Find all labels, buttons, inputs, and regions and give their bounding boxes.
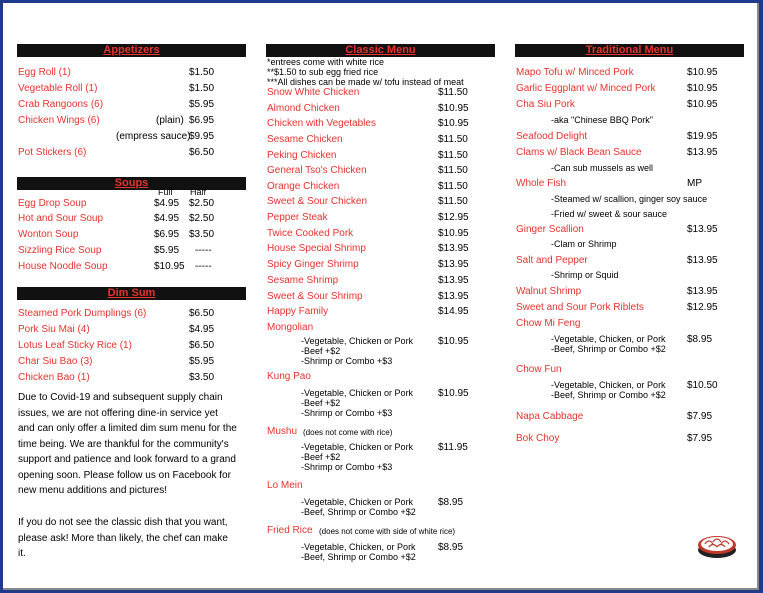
menu-option: -Beef +$2 bbox=[301, 452, 341, 462]
menu-item: Kung Pao bbox=[267, 371, 311, 382]
menu-item: Snow White Chicken bbox=[267, 87, 360, 98]
menu-item: Sizzling Rice Soup bbox=[18, 245, 102, 256]
menu-price: $13.95 bbox=[438, 259, 469, 270]
menu-option: -Beef, Shrimp or Combo +$2 bbox=[551, 390, 666, 400]
menu-item: Ginger Scallion bbox=[516, 224, 584, 235]
menu-item: Egg Roll (1) bbox=[18, 67, 71, 78]
menu-option: -Shrimp or Combo +$3 bbox=[301, 462, 393, 472]
menu-price: $1.50 bbox=[189, 67, 215, 78]
menu-item: Steamed Pork Dumplings (6) bbox=[18, 308, 147, 319]
menu-price: $5.95 bbox=[189, 99, 215, 110]
menu-price: $12.95 bbox=[687, 302, 718, 313]
menu-item: Garlic Eggplant w/ Minced Pork bbox=[516, 83, 656, 94]
menu-price: $6.50 bbox=[189, 308, 215, 319]
menu-price: $6.95 bbox=[189, 115, 215, 126]
menu-price: $13.95 bbox=[687, 147, 718, 158]
menu-item: Almond Chicken bbox=[267, 103, 340, 114]
menu-item: Lotus Leaf Sticky Rice (1) bbox=[18, 340, 132, 351]
traditional-header: Traditional Menu bbox=[515, 44, 744, 57]
menu-price: $13.95 bbox=[687, 286, 718, 297]
menu-option: -aka "Chinese BBQ Pork" bbox=[551, 115, 653, 125]
classic-header: Classic Menu bbox=[266, 44, 495, 57]
notice-line: it. bbox=[18, 548, 26, 559]
menu-price: $10.95 bbox=[687, 67, 718, 78]
menu-price: $6.50 bbox=[189, 340, 215, 351]
menu-item: Spicy Ginger Shrimp bbox=[267, 259, 359, 270]
menu-item: Crab Rangoons (6) bbox=[18, 99, 104, 110]
notice-line: time being. We are thankful for the community's bbox=[18, 438, 229, 450]
menu-price: $13.95 bbox=[438, 243, 469, 254]
menu-price: $10.95 bbox=[154, 261, 185, 272]
dimsum-header: Dim Sum bbox=[17, 287, 246, 300]
notice-line: opening soon. Please follow us on Facebook for bbox=[18, 469, 231, 481]
menu-price: $13.95 bbox=[438, 275, 469, 286]
menu-note: (plain) bbox=[156, 115, 184, 126]
soups-half-label: Half bbox=[190, 187, 207, 197]
menu-item: Mushu bbox=[267, 426, 298, 437]
menu-price: $11.50 bbox=[438, 150, 468, 161]
menu-price: $10.95 bbox=[438, 228, 469, 239]
menu-item: Happy Family bbox=[267, 306, 329, 317]
menu-price: $11.50 bbox=[438, 165, 468, 176]
notice-line: new menu additions and pictures! bbox=[18, 485, 167, 496]
menu-price: $3.50 bbox=[189, 372, 215, 383]
menu-option: -Can sub mussels as well bbox=[551, 163, 654, 173]
classic-note: **$1.50 to sub egg fried rice bbox=[267, 67, 379, 77]
menu-item: Chicken Wings (6) bbox=[18, 115, 100, 126]
menu-item: Walnut Shrimp bbox=[516, 286, 582, 297]
menu-price: $10.95 bbox=[438, 388, 469, 399]
appetizers-header: Appetizers bbox=[17, 44, 246, 57]
menu-price: $14.95 bbox=[438, 306, 469, 317]
menu-price: $4.95 bbox=[154, 198, 180, 209]
menu-option: -Beef, Shrimp or Combo +$2 bbox=[301, 552, 416, 562]
notice-line: Due to Covid-19 and subsequent supply chain bbox=[18, 392, 223, 403]
menu-option: -Beef, Shrimp or Combo +$2 bbox=[551, 344, 666, 354]
menu-price: $4.95 bbox=[154, 213, 180, 224]
menu-option: -Shrimp or Combo +$3 bbox=[301, 408, 393, 418]
notice-line: please ask! More than likely, the chef can make bbox=[18, 532, 228, 544]
menu-option: -Steamed w/ scallion, ginger soy sauce bbox=[551, 194, 708, 204]
menu-option: -Vegetable, Chicken or Pork bbox=[301, 497, 414, 507]
dumpling-steamer-icon bbox=[696, 531, 738, 559]
menu-item: Sesame Shrimp bbox=[267, 275, 339, 286]
menu-option: -Vegetable, Chicken, or Pork bbox=[551, 334, 666, 344]
menu-price: $8.95 bbox=[687, 334, 713, 345]
menu-note: (empress sauce) bbox=[116, 131, 191, 142]
soups-header: Soups bbox=[17, 177, 246, 190]
menu-price: $4.95 bbox=[189, 324, 215, 335]
menu-price: $10.95 bbox=[687, 99, 718, 110]
notice-line: If you do not see the classic dish that you want, bbox=[18, 517, 228, 528]
menu-item: Pork Siu Mai (4) bbox=[18, 324, 90, 335]
menu-item: Fried Rice bbox=[267, 525, 313, 536]
menu-option: -Beef, Shrimp or Combo +$2 bbox=[301, 507, 416, 517]
menu-price: MP bbox=[687, 178, 702, 189]
menu-item: Sweet & Sour Shrimp bbox=[267, 291, 363, 302]
soups-full-label: Full bbox=[158, 187, 173, 197]
menu-item: Whole Fish bbox=[516, 178, 567, 189]
notice-line: issues, we are not offering dine-in service yet bbox=[18, 407, 218, 419]
menu-item: Sweet & Sour Chicken bbox=[267, 196, 368, 207]
menu-option: -Beef +$2 bbox=[301, 398, 341, 408]
menu-price: $13.95 bbox=[687, 255, 718, 266]
menu-item: Chow Mi Feng bbox=[516, 318, 581, 329]
notice-line: support and patience and look forward to a grand bbox=[18, 454, 236, 465]
menu-option: -Beef +$2 bbox=[301, 346, 341, 356]
menu-item: Egg Drop Soup bbox=[18, 198, 87, 209]
classic-note: *entrees come with white rice bbox=[267, 57, 385, 67]
menu-option: -Fried w/ sweet & sour sauce bbox=[551, 209, 668, 219]
menu-price: $8.95 bbox=[438, 497, 464, 508]
menu-price: $6.50 bbox=[189, 147, 215, 158]
menu-item: Clams w/ Black Bean Sauce bbox=[516, 147, 642, 158]
menu-item: Napa Cabbage bbox=[516, 411, 584, 422]
menu-option: -Vegetable, Chicken or Pork bbox=[301, 336, 414, 346]
menu-item: Peking Chicken bbox=[267, 150, 337, 161]
menu-price: $10.95 bbox=[687, 83, 718, 94]
menu-price: $10.95 bbox=[438, 118, 469, 129]
menu-item: Chicken with Vegetables bbox=[267, 118, 376, 129]
menu-price: $11.50 bbox=[438, 181, 468, 192]
menu-option: -Clam or Shrimp bbox=[551, 239, 617, 249]
menu-item: Salt and Pepper bbox=[516, 255, 588, 266]
menu-price: $12.95 bbox=[438, 212, 469, 223]
menu-item: Pepper Steak bbox=[267, 212, 328, 223]
menu-note: (does not come with side of white rice) bbox=[319, 527, 456, 536]
menu-item: General Tso's Chicken bbox=[267, 165, 367, 176]
menu-price: $19.95 bbox=[687, 131, 718, 142]
menu-price: ----- bbox=[195, 245, 212, 256]
menu-price: $8.95 bbox=[438, 542, 464, 553]
menu-price: $10.95 bbox=[438, 336, 469, 347]
menu-price: $3.50 bbox=[189, 229, 215, 240]
menu-page bbox=[3, 3, 759, 590]
menu-price: $6.95 bbox=[154, 229, 180, 240]
menu-note: (does not come with rice) bbox=[303, 428, 393, 437]
menu-item: Mapo Tofu w/ Minced Pork bbox=[516, 67, 634, 78]
menu-item: Char Siu Bao (3) bbox=[18, 356, 93, 367]
menu-item: Twice Cooked Pork bbox=[267, 228, 354, 239]
menu-item: Bok Choy bbox=[516, 433, 560, 444]
menu-price: $10.95 bbox=[438, 103, 469, 114]
menu-item: Pot Stickers (6) bbox=[18, 147, 87, 158]
menu-price: $11.50 bbox=[438, 196, 468, 207]
menu-option: -Vegetable, Chicken, or Pork bbox=[551, 380, 666, 390]
menu-price: $11.50 bbox=[438, 87, 468, 98]
menu-option: -Vegetable, Chicken or Pork bbox=[301, 388, 414, 398]
menu-price: $9.95 bbox=[189, 131, 215, 142]
menu-item: Chicken Bao (1) bbox=[18, 372, 90, 383]
menu-price: $13.95 bbox=[687, 224, 718, 235]
menu-item: Wonton Soup bbox=[18, 229, 79, 240]
menu-price: $1.50 bbox=[189, 83, 215, 94]
menu-item: Chow Fun bbox=[516, 364, 562, 375]
menu-option: -Vegetable, Chicken, or Pork bbox=[301, 542, 416, 552]
menu-price: $13.95 bbox=[438, 291, 469, 302]
menu-item: House Special Shrimp bbox=[267, 243, 366, 254]
menu-item: Sweet and Sour Pork Riblets bbox=[516, 302, 644, 313]
menu-item: House Noodle Soup bbox=[18, 261, 108, 272]
classic-note: ***All dishes can be made w/ tofu instead of meat bbox=[267, 77, 464, 87]
menu-price: $7.95 bbox=[687, 433, 713, 444]
menu-item: Sesame Chicken bbox=[267, 134, 343, 145]
menu-price: $2.50 bbox=[189, 198, 215, 209]
menu-item: Orange Chicken bbox=[267, 181, 340, 192]
menu-item: Lo Mein bbox=[267, 480, 303, 491]
menu-price: $5.95 bbox=[189, 356, 215, 367]
menu-price: $2.50 bbox=[189, 213, 215, 224]
menu-item: Vegetable Roll (1) bbox=[18, 83, 98, 94]
menu-option: -Shrimp or Combo +$3 bbox=[301, 356, 393, 366]
menu-item: Seafood Delight bbox=[516, 131, 588, 142]
menu-price: $11.95 bbox=[438, 442, 468, 453]
menu-price: ----- bbox=[195, 261, 212, 272]
menu-option: -Shrimp or Squid bbox=[551, 270, 619, 280]
menu-price: $10.50 bbox=[687, 380, 718, 391]
covid-notice bbox=[18, 390, 237, 499]
menu-item: Hot and Sour Soup bbox=[18, 213, 104, 224]
menu-option: -Vegetable, Chicken or Pork bbox=[301, 442, 414, 452]
ask-chef-notice bbox=[18, 515, 228, 562]
menu-price: $5.95 bbox=[154, 245, 180, 256]
menu-price: $7.95 bbox=[687, 411, 713, 422]
menu-price: $11.50 bbox=[438, 134, 468, 145]
menu-item: Mongolian bbox=[267, 322, 314, 333]
notice-line: and can only offer a limited dim sum menu for the bbox=[18, 423, 237, 434]
menu-item: Cha Siu Pork bbox=[516, 99, 575, 110]
